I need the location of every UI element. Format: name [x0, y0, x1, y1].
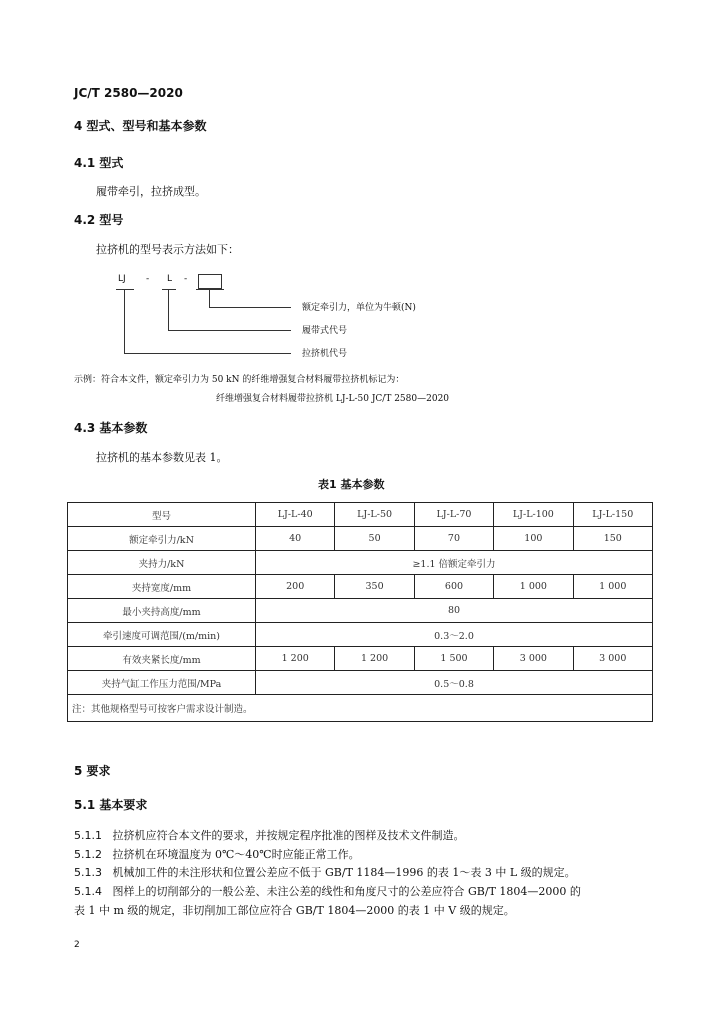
- table-cell: 0.3～2.0: [256, 623, 653, 647]
- tonnage-placeholder-box: [198, 274, 222, 289]
- clause-text: 拉挤机在环境温度为 0℃～40℃时应能正常工作。: [112, 848, 360, 861]
- clause-5-1-3: [74, 864, 576, 880]
- table-cell: 夹持宽度/mm: [68, 575, 256, 599]
- table-row: [68, 623, 653, 647]
- table-cell: 70: [414, 527, 493, 551]
- table-cell: 最小夹持高度/mm: [68, 599, 256, 623]
- clause-number: 5.1.2: [74, 848, 102, 861]
- leader-crawler-h: [168, 330, 291, 331]
- code-l: L: [167, 274, 173, 284]
- code-dash-1: -: [146, 274, 150, 284]
- table-row: [68, 599, 653, 623]
- table-cell: 600: [414, 575, 493, 599]
- table-cell: ≥1.1 倍额定牵引力: [256, 551, 653, 575]
- table-cell: 夹持气缸工作压力范围/MPa: [68, 671, 256, 695]
- table-cell: LJ-L-40: [256, 503, 335, 527]
- table-cell: 额定牵引力/kN: [68, 527, 256, 551]
- table-note: 注：其他规格型号可按客户需求设计制造。: [68, 695, 653, 722]
- clause-text: 机械加工件的未注形状和位置公差应不低于 GB/T 1184—1996 的表 1～表 3 中 L 级的规定。: [112, 866, 576, 879]
- standard-code: JC/T 2580—2020: [74, 86, 183, 100]
- clause-text: 图样上的切削部分的一般公差、未注公差的线性和角度尺寸的公差应符合 GB/T 1804—2000 的: [112, 885, 581, 898]
- clause-5-1-4: [74, 883, 581, 899]
- table-row: [68, 527, 653, 551]
- table-cell: 3 000: [573, 647, 652, 671]
- leader-tonnage-h: [209, 307, 291, 308]
- table-cell: 80: [256, 599, 653, 623]
- table-note-row: [68, 695, 653, 722]
- table-cell: 有效夹紧长度/mm: [68, 647, 256, 671]
- table-cell: 0.5～0.8: [256, 671, 653, 695]
- label-machine-code: 拉挤机代号: [302, 349, 348, 359]
- clause-5-1-4-continuation: 表 1 中 m 级的规定，非切削加工部位应符合 GB/T 1804—2000 的表 1 中 V 级的规定。: [74, 904, 515, 917]
- section-4-2-heading: 4.2 型号: [74, 213, 124, 227]
- table-row: [68, 671, 653, 695]
- table-row: [68, 647, 653, 671]
- table-caption: 表1 基本参数: [318, 478, 385, 491]
- example-line-2: 纤维增强复合材料履带拉挤机 LJ-L-50 JC/T 2580—2020: [216, 394, 450, 404]
- section-4-1-text: 履带牵引，拉挤成型。: [96, 185, 206, 198]
- table-cell: 1 000: [573, 575, 652, 599]
- table-cell: 200: [256, 575, 335, 599]
- page-number: 2: [74, 940, 80, 950]
- section-4-3-heading: 4.3 基本参数: [74, 421, 148, 435]
- table-cell: 1 200: [256, 647, 335, 671]
- clause-text: 拉挤机应符合本文件的要求，并按规定程序批准的图样及技术文件制造。: [112, 829, 465, 842]
- table-cell: 1 200: [335, 647, 414, 671]
- table-row: [68, 575, 653, 599]
- table-row: [68, 551, 653, 575]
- parameters-table: [67, 502, 653, 722]
- table-cell: 150: [573, 527, 652, 551]
- clause-5-1-2: [74, 846, 360, 862]
- table-row: [68, 503, 653, 527]
- code-lj: LJ: [118, 274, 126, 284]
- underline-box: [196, 289, 224, 290]
- table-cell: LJ-L-50: [335, 503, 414, 527]
- clause-number: 5.1.1: [74, 829, 102, 842]
- table-cell: LJ-L-70: [414, 503, 493, 527]
- section-5-heading: 5 要求: [74, 764, 111, 778]
- section-4-heading: 4 型式、型号和基本参数: [74, 119, 207, 133]
- table-cell: 40: [256, 527, 335, 551]
- table-cell: 型号: [68, 503, 256, 527]
- label-crawler-code: 履带式代号: [302, 326, 348, 336]
- table-cell: 夹持力/kN: [68, 551, 256, 575]
- clause-number: 5.1.3: [74, 866, 102, 879]
- label-rated-traction: 额定牵引力，单位为牛顿(N): [302, 303, 416, 313]
- leader-machine-v: [124, 290, 125, 353]
- example-line-1: 示例：符合本文件，额定牵引力为 50 kN 的纤维增强复合材料履带拉挤机标记为：: [74, 375, 405, 385]
- table-cell: 50: [335, 527, 414, 551]
- clause-number: 5.1.4: [74, 885, 102, 898]
- section-4-1-heading: 4.1 型式: [74, 156, 124, 170]
- code-dash-2: -: [184, 274, 188, 284]
- section-4-2-text: 拉挤机的型号表示方法如下：: [96, 243, 239, 256]
- section-4-3-text: 拉挤机的基本参数见表 1。: [96, 451, 228, 464]
- underline-lj: [116, 289, 134, 290]
- underline-l: [162, 289, 176, 290]
- table-cell: 350: [335, 575, 414, 599]
- table-cell: LJ-L-100: [494, 503, 573, 527]
- leader-machine-h: [124, 353, 291, 354]
- section-5-1-heading: 5.1 基本要求: [74, 798, 148, 812]
- table-cell: 1 500: [414, 647, 493, 671]
- clause-5-1-1: [74, 827, 465, 843]
- table-cell: 1 000: [494, 575, 573, 599]
- leader-tonnage-v: [209, 290, 210, 307]
- table-cell: 3 000: [494, 647, 573, 671]
- table-cell: 牵引速度可调范围/(m/min): [68, 623, 256, 647]
- table-cell: 100: [494, 527, 573, 551]
- table-cell: LJ-L-150: [573, 503, 652, 527]
- leader-crawler-v: [168, 290, 169, 330]
